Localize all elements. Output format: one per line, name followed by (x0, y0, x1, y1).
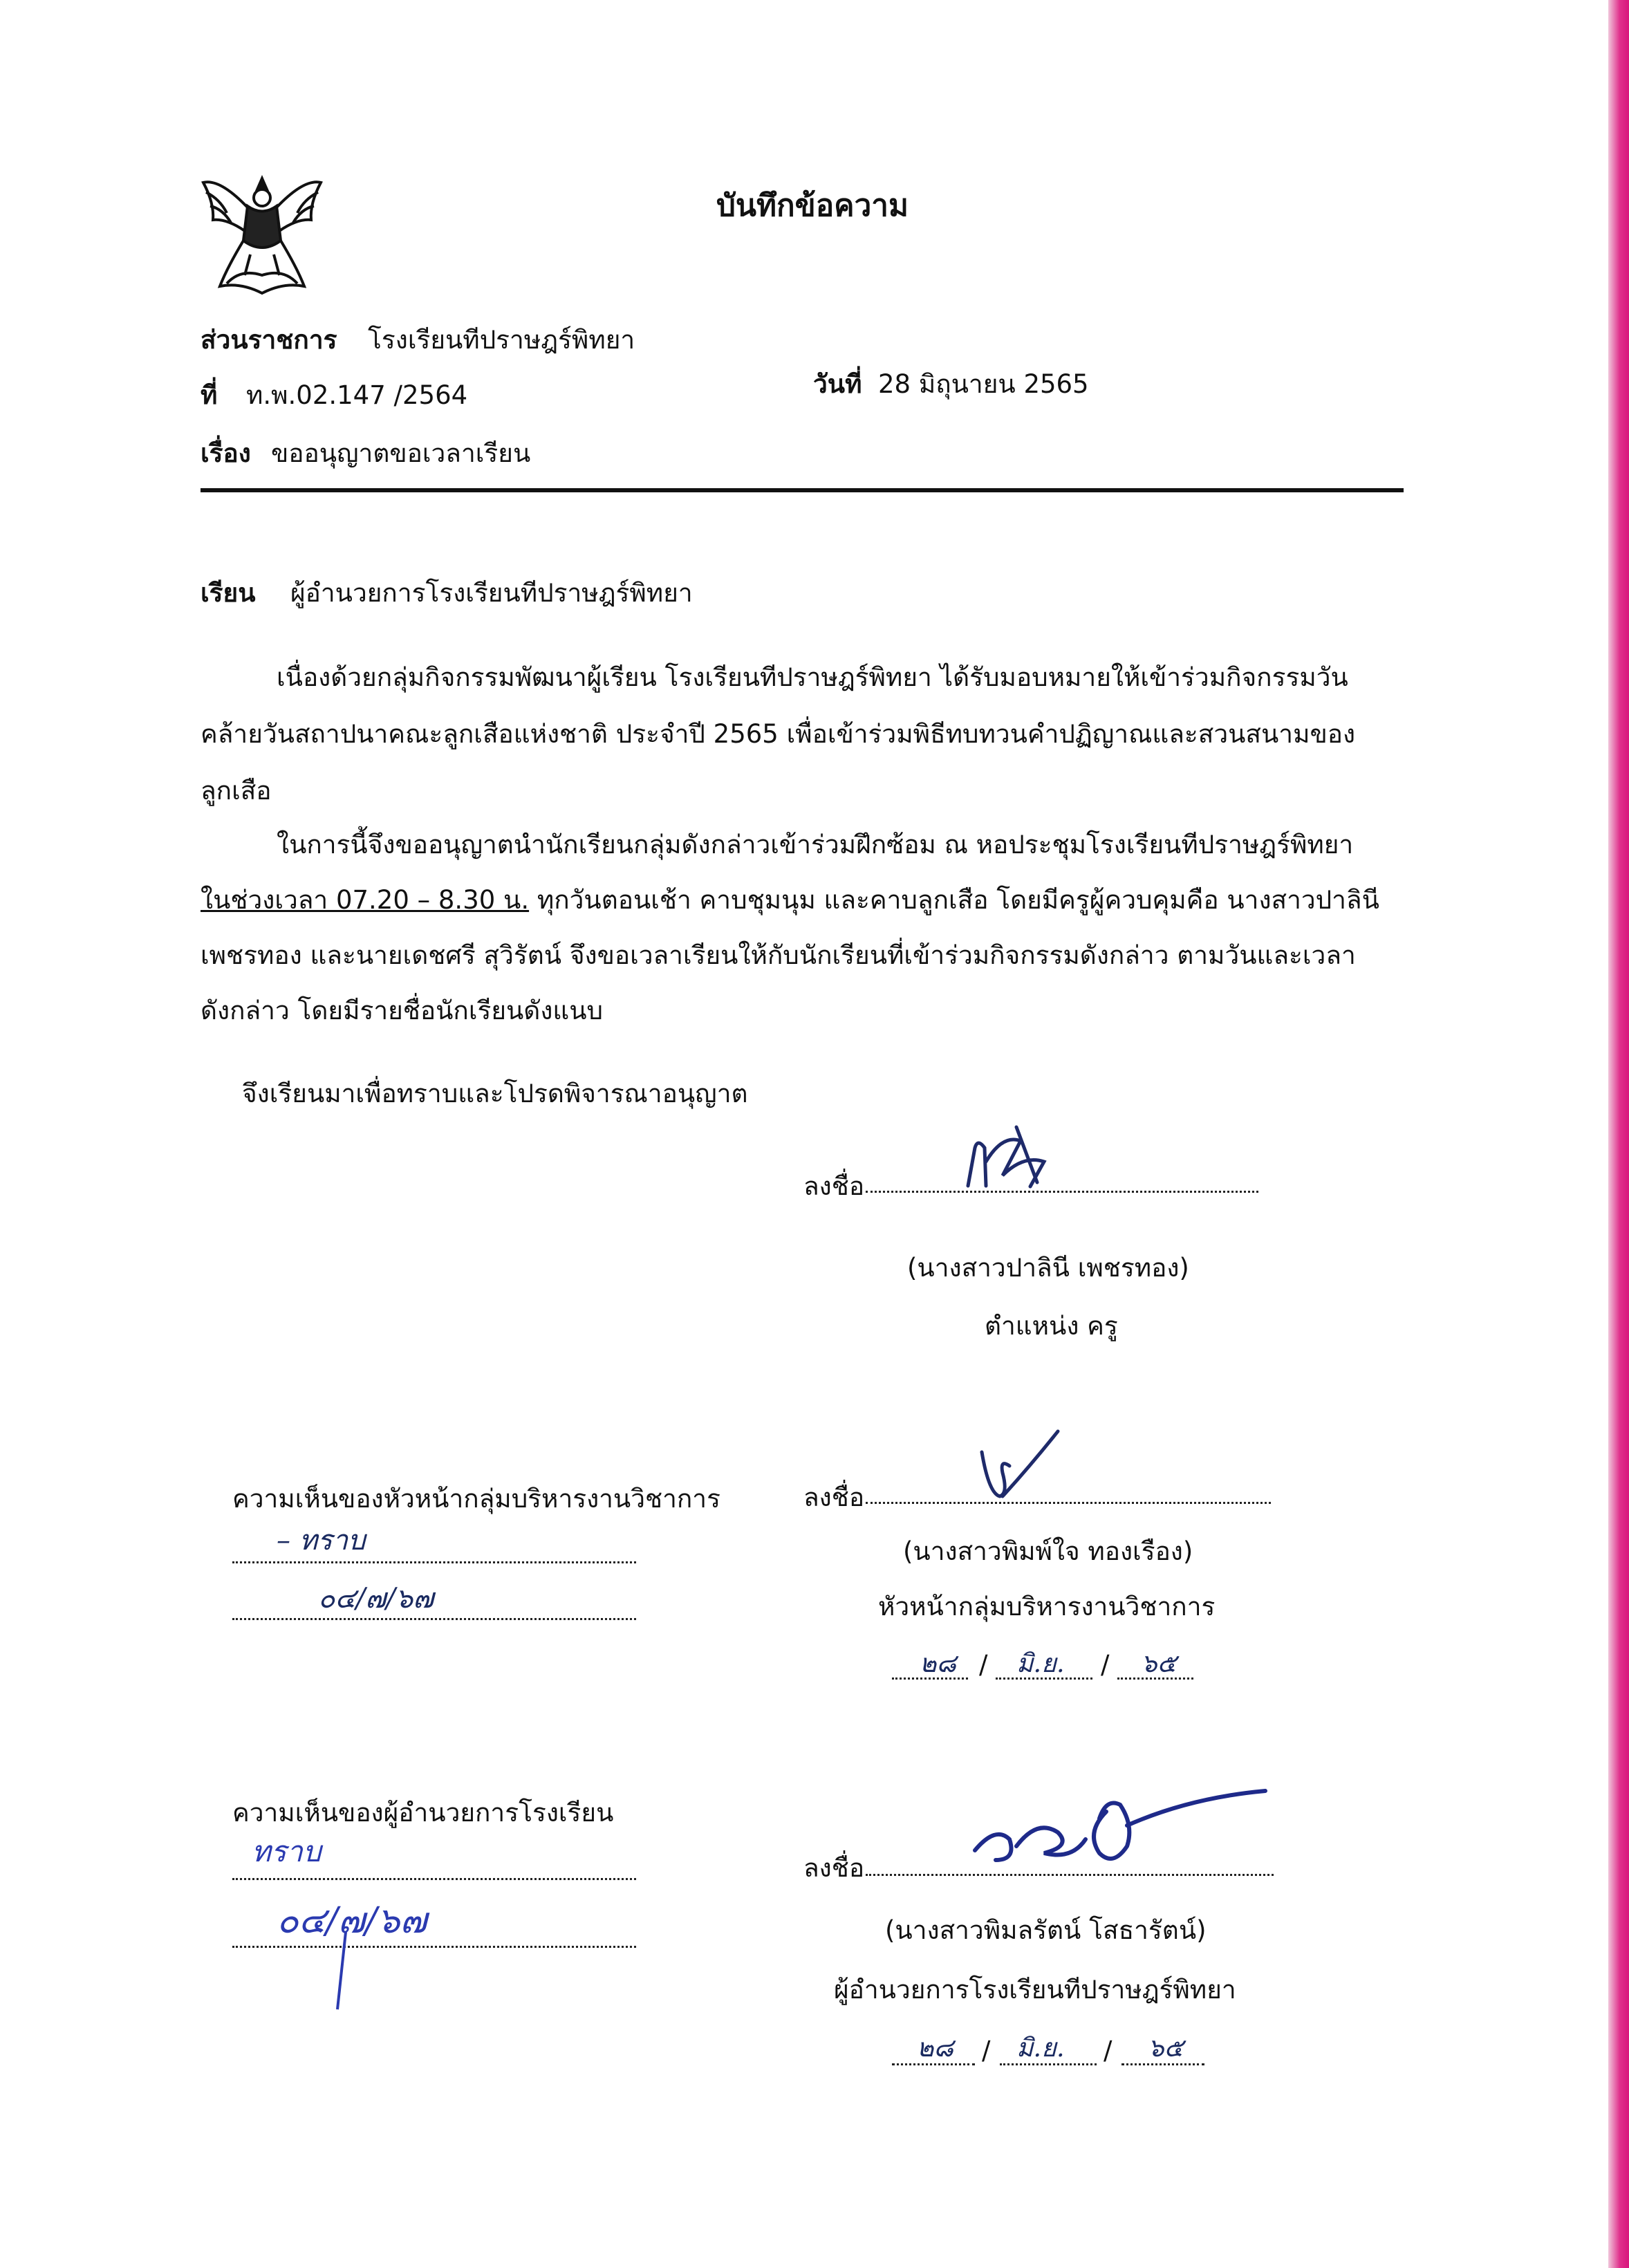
opinion-director-hand-line2: ๐๔/๗/๖๗ (277, 1900, 427, 1942)
signer3-date-sep2: / (1104, 2036, 1113, 2065)
body-p2-line2 (201, 885, 1379, 915)
signer2-sign-label: ลงชื่อ (803, 1482, 865, 1512)
ref-value: ท.พ.02.147 /2564 (246, 380, 468, 410)
memo-title: บันทึกข้อความ (716, 188, 909, 223)
signer2-date-month: มิ.ย. (1016, 1648, 1065, 1678)
signer2-sign-line (866, 1502, 1271, 1504)
pink-edge-band (1608, 0, 1629, 2268)
signer1-signature-icon (954, 1120, 1079, 1196)
body-p1-line2: คล้ายวันสถาปนาคณะลูกเสือแห่งชาติ ประจำปี 2565 เพื่อเข้าร่วมพิธีทบทวนคำปฏิญาณและสวนสนามของ (201, 719, 1356, 749)
opinion-director-line2 (232, 1946, 636, 1948)
body-p1-line1: เนื่องด้วยกลุ่มกิจกรรมพัฒนาผู้เรียน โรงเรียนทีปราษฎร์พิทยา ได้รับมอบหมายให้เข้าร่วมกิจกรรมวัน (277, 662, 1348, 692)
opinion-head-line1 (232, 1561, 636, 1563)
subject-value: ขออนุญาตขอเวลาเรียน (271, 438, 531, 468)
signer3-sign-label: ลงชื่อ (803, 1853, 865, 1883)
opinion-director-hand-line1: ทราบ (252, 1834, 322, 1868)
signer2-position: หัวหน้ากลุ่มบริหารงานวิชาการ (878, 1592, 1216, 1621)
opinion-head-line2 (232, 1618, 636, 1620)
signer3-name: (นางสาวพิมลรัตน์ โสธารัตน์) (885, 1915, 1207, 1945)
signer2-date-sep2: / (1101, 1650, 1110, 1680)
ref-label: ที่ (201, 380, 218, 410)
body-p2-line2-rest: ทุกวันตอนเช้า คาบชุมนุม และคาบลูกเสือ โดยมีครูผู้ควบคุมคือ นางสาวปาลินี (529, 885, 1379, 915)
opinion-director-line1 (232, 1878, 636, 1880)
signer2-date-day: ๒๘ (920, 1648, 956, 1678)
opinion-director-mark-icon (332, 1929, 353, 2012)
body-p1-line3: ลูกเสือ (201, 776, 272, 806)
opinion-head-label: ความเห็นของหัวหน้ากลุ่มบริหารงานวิชาการ (232, 1484, 720, 1514)
body-p2-line4: ดังกล่าว โดยมีรายชื่อนักเรียนดังแนบ (201, 996, 604, 1025)
header-divider (201, 488, 1404, 492)
signer3-date-year: ๖๕ (1148, 2033, 1184, 2063)
signer2-date (892, 1643, 1203, 1684)
signer3-date (892, 2029, 1210, 2070)
opinion-director-label: ความเห็นของผู้อำนวยการโรงเรียน (232, 1798, 614, 1828)
signer2-date-year: ๖๕ (1141, 1648, 1177, 1678)
signer3-date-month: มิ.ย. (1016, 2033, 1065, 2063)
signer1-name: (นางสาวปาลินี เพชรทอง) (907, 1253, 1189, 1283)
signer3-date-sep1: / (982, 2036, 991, 2065)
garuda-emblem-icon (199, 165, 325, 300)
signer2-date-sep1: / (979, 1650, 988, 1680)
date-label: วันที่ (813, 369, 862, 399)
opinion-head-hand-line1: – ทราบ (277, 1525, 366, 1556)
salutation-value: ผู้อำนวยการโรงเรียนทีปราษฎร์พิทยา (290, 578, 693, 608)
closing-line: จึงเรียนมาเพื่อทราบและโปรดพิจารณาอนุญาต (242, 1079, 748, 1108)
signer3-signature-icon (968, 1784, 1272, 1881)
salutation-label: เรียน (201, 578, 256, 608)
body-p2-line3: เพชรทอง และนายเดชศรี สุวิรัตน์ จึงขอเวลาเรียนให้กับนักเรียนที่เข้าร่วมกิจกรรมดังกล่าว ตามวันและเวลา (201, 940, 1356, 970)
signer3-position: ผู้อำนวยการโรงเรียนทีปราษฎร์พิทยา (834, 1975, 1236, 2005)
body-p2-line1: ในการนี้จึงขออนุญาตนำนักเรียนกลุ่มดังกล่าวเข้าร่วมฝึกซ้อม ณ หอประชุมโรงเรียนทีปราษฎร์พิทยา (277, 830, 1354, 859)
time-range-underlined: ในช่วงเวลา 07.20 – 8.30 น. (201, 885, 530, 915)
subject-label: เรื่อง (201, 438, 251, 468)
agency-label: ส่วนราชการ (201, 325, 337, 355)
signer3-date-day: ๒๘ (917, 2033, 953, 2063)
signer2-name: (นางสาวพิมพ์ใจ ทองเรือง) (903, 1536, 1193, 1566)
signer1-sign-label: ลงชื่อ (803, 1171, 865, 1201)
opinion-head-hand-line2: ๐๔/๗/๖๗ (318, 1583, 434, 1615)
signer2-signature-icon (968, 1424, 1065, 1507)
agency-value: โรงเรียนทีปราษฎร์พิทยา (368, 325, 635, 355)
signer1-position: ตำแหน่ง ครู (985, 1311, 1118, 1341)
date-value: 28 มิถุนายน 2565 (878, 369, 1089, 399)
